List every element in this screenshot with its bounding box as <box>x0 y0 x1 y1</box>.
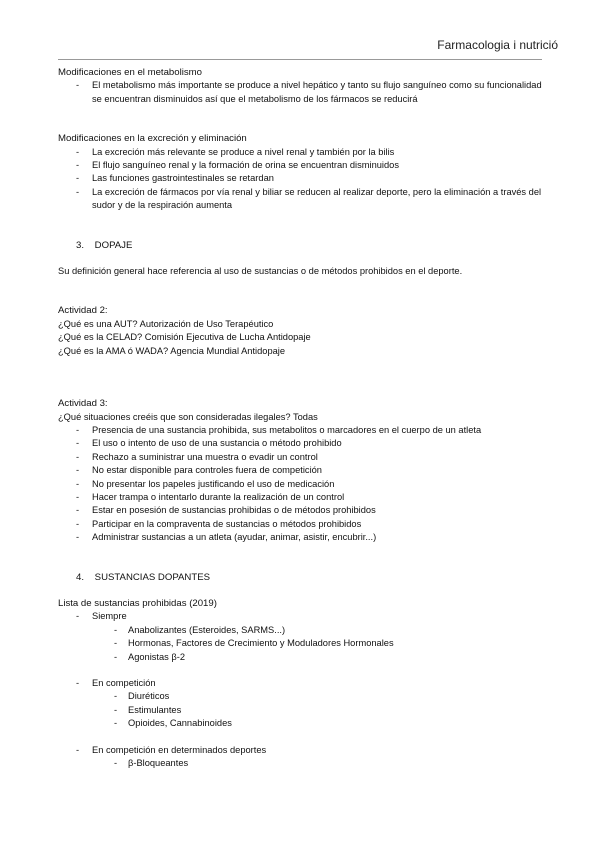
list-item: - Administrar sustancias a un atleta (ayudar, animar, asistir, encubrir...) <box>58 531 548 544</box>
actividad2-heading: Actividad 2: <box>58 305 108 317</box>
sub-list-item: - Opioides, Cannabinoides <box>58 717 548 730</box>
list-item: - Participar en la compraventa de sustancias o métodos prohibidos <box>58 518 548 531</box>
section-heading-dopaje <box>58 239 548 252</box>
section-title: SUSTANCIAS DOPANTES <box>94 571 210 583</box>
list-item: - No estar disponible para controles fuera de competición <box>58 464 548 477</box>
section-number: 4. <box>76 571 85 583</box>
list-item: - Las funciones gastrointestinales se retardan <box>58 172 548 185</box>
group-label-determinados-deportes: - En competición en determinados deportes <box>58 744 548 757</box>
sustancias-list-title: Lista de sustancias prohibidas (2019) <box>58 597 217 609</box>
dopaje-definition: Su definición general hace referencia al uso de sustancias o de métodos prohibidos en el deporte. <box>58 266 463 277</box>
sub-list-item: - Agonistas β-2 <box>58 651 548 664</box>
actividad3-heading: Actividad 3: <box>58 398 108 410</box>
sub-list-item: - Anabolizantes (Esteroides, SARMS...) <box>58 624 548 637</box>
section-number: 3. <box>76 239 85 251</box>
document-body <box>58 66 548 770</box>
list-item: - Hacer trampa o intentarlo durante la realización de un control <box>58 491 548 504</box>
list-item: - Presencia de una sustancia prohibida, sus metabolitos o marcadores en el cuerpo de un atleta <box>58 424 548 437</box>
actividad2-line: ¿Qué es la AMA ó WADA? Agencia Mundial Antidopaje <box>58 345 286 356</box>
section-title: DOPAJE <box>94 239 133 251</box>
list-item: - El uso o intento de uso de una sustancia o método prohibido <box>58 437 548 450</box>
list-item: - La excreción de fármacos por vía renal y biliar se reducen al realizar deporte, pero la eliminación a través del sudor y de la respiración aumenta <box>58 186 548 213</box>
list-item: - El metabolismo más importante se produce a nivel hepático y tanto su flujo sanguíneo como su funcionalidad se encuentran disminuidos así que el metabolismo de los fármacos se reducirá <box>58 79 548 106</box>
sub-list-item: - Diuréticos <box>58 690 548 703</box>
actividad2-line: ¿Qué es una AUT? Autorización de Uso Terapéutico <box>58 318 274 329</box>
actividad2-line: ¿Qué es la CELAD? Comisión Ejecutiva de Lucha Antidopaje <box>58 332 311 343</box>
list-item: - No presentar los papeles justificando el uso de medicación <box>58 478 548 491</box>
group-label-en-competicion: - En competición <box>58 677 548 690</box>
list-item: - El flujo sanguíneo renal y la formación de orina se encuentran disminuidos <box>58 159 548 172</box>
group-label-siempre: - Siempre <box>58 610 548 623</box>
sub-list-item: - β-Bloqueantes <box>58 757 548 770</box>
list-item: - Rechazo a suministrar una muestra o evadir un control <box>58 451 548 464</box>
header-divider <box>58 59 542 60</box>
section-heading-sustancias <box>58 571 548 584</box>
metabolismo-heading: Modificaciones en el metabolismo <box>58 67 202 78</box>
actividad3-question: ¿Qué situaciones creéis que son consideradas ilegales? Todas <box>58 411 318 422</box>
sub-list-item: - Hormonas, Factores de Crecimiento y Moduladores Hormonales <box>58 637 548 650</box>
list-item: - La excreción más relevante se produce a nivel renal y también por la bilis <box>58 146 548 159</box>
sub-list-item: - Estimulantes <box>58 704 548 717</box>
list-item: - Estar en posesión de sustancias prohibidas o de métodos prohibidos <box>58 504 548 517</box>
excrecion-heading: Modificaciones en la excreción y eliminación <box>58 133 247 145</box>
document-header-title: Farmacologia i nutrició <box>437 38 558 52</box>
